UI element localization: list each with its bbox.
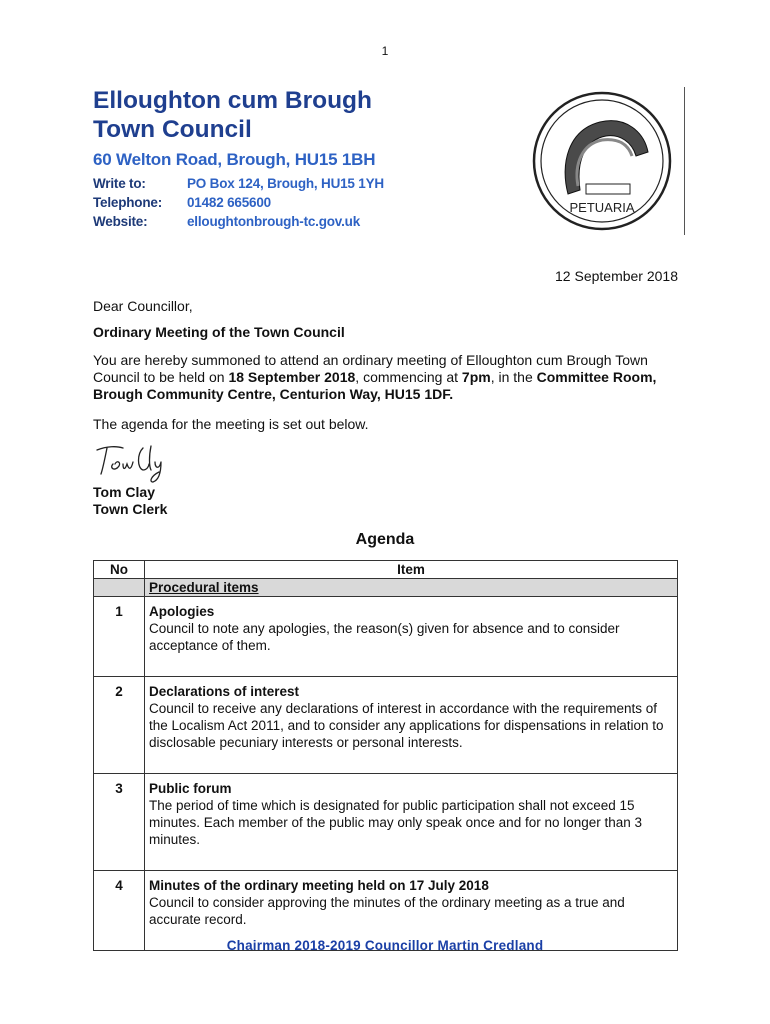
agenda-header-row xyxy=(94,561,678,579)
petuaria-logo xyxy=(520,86,686,236)
summons-text: You are hereby summoned to attend an ordinary meeting of Elloughton cum Brough Town Council to be held on xyxy=(93,352,648,385)
council-address: 60 Welton Road, Brough, HU15 1BH xyxy=(93,150,376,169)
item-number: 4 xyxy=(94,871,145,951)
meeting-time: 7pm xyxy=(461,369,491,385)
item-title: Minutes of the ordinary meeting held on 17 July 2018 xyxy=(149,878,489,893)
header-divider xyxy=(684,87,685,235)
org-name-line2: Town Council xyxy=(93,116,252,143)
footer-chairman: Chairman 2018-2019 Councillor Martin Credland xyxy=(226,938,544,953)
contact-label: Write to: xyxy=(93,176,146,191)
agenda-intro: The agenda for the meeting is set out below. xyxy=(93,416,369,432)
signer-title: Town Clerk xyxy=(93,501,168,517)
item-number: 2 xyxy=(94,677,145,774)
signature xyxy=(93,440,173,484)
contact-value: 01482 665600 xyxy=(187,195,271,210)
page-number: 1 xyxy=(381,44,389,58)
section-number-cell xyxy=(94,579,145,597)
agenda-title: Agenda xyxy=(355,531,415,548)
item-cell xyxy=(145,774,678,871)
column-header-item: Item xyxy=(145,561,678,579)
column-header-no: No xyxy=(94,561,145,579)
summons-text: , commencing at xyxy=(355,369,462,385)
section-heading: Procedural items xyxy=(145,579,678,597)
item-description: The period of time which is designated for public participation shall not exceed 15 minutes. Each member of the public may only speak once and for no longer than 3 minutes. xyxy=(149,798,643,847)
signer-block xyxy=(93,484,167,518)
agenda-section-row xyxy=(94,579,678,597)
summons-text: , in the xyxy=(490,369,537,385)
agenda-table xyxy=(93,560,678,951)
website-link[interactable]: elloughtonbrough-tc.gov.uk xyxy=(187,214,361,229)
agenda-item-row xyxy=(94,597,678,677)
meeting-venue: Committee Room, Brough Community Centre, Centurion Way, HU15 1DF. xyxy=(93,369,657,402)
item-title: Declarations of interest xyxy=(149,684,300,699)
summons-paragraph xyxy=(93,352,683,403)
item-cell xyxy=(145,597,678,677)
contact-row-telephone xyxy=(93,193,384,212)
contact-details xyxy=(93,174,384,231)
letter-date: 12 September 2018 xyxy=(555,268,678,284)
agenda-item-row xyxy=(94,774,678,871)
meeting-date: 18 September 2018 xyxy=(228,369,356,385)
logo-text: PETUARIA xyxy=(569,200,635,215)
item-cell xyxy=(145,677,678,774)
item-description: Council to consider approving the minutes of the ordinary meeting as a true and accurate record. xyxy=(149,895,625,927)
item-description: Council to note any apologies, the reason(s) given for absence and to consider acceptance of them. xyxy=(149,621,620,653)
contact-label: Website: xyxy=(93,214,148,229)
org-title xyxy=(93,86,372,144)
letter-subject: Ordinary Meeting of the Town Council xyxy=(93,324,345,340)
item-number: 1 xyxy=(94,597,145,677)
item-title: Public forum xyxy=(149,781,232,796)
item-title: Apologies xyxy=(149,604,215,619)
contact-label: Telephone: xyxy=(93,195,163,210)
contact-row-website xyxy=(93,212,384,231)
contact-value: PO Box 124, Brough, HU15 1YH xyxy=(187,176,384,191)
contact-row-write xyxy=(93,174,384,193)
org-name-line1: Elloughton cum Brough xyxy=(93,87,372,114)
greeting: Dear Councillor, xyxy=(93,298,193,314)
agenda-item-row xyxy=(94,677,678,774)
item-number: 3 xyxy=(94,774,145,871)
signer-name: Tom Clay xyxy=(93,484,155,500)
item-description: Council to receive any declarations of interest in accordance with the requirements of the Localism Act 2011, and to consider any applications for dispensations in relation to disclosable pecuniary interests or personal interests. xyxy=(149,701,664,750)
